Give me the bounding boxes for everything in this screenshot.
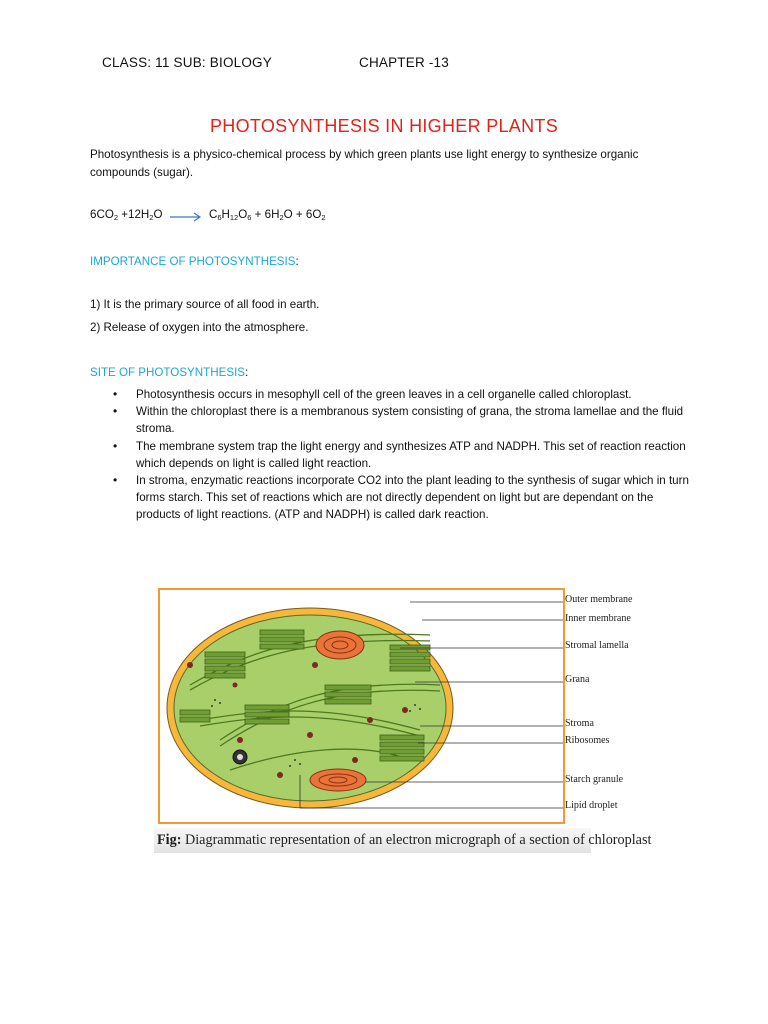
chloroplast-figure — [158, 588, 565, 824]
bullet-icon: • — [113, 473, 118, 488]
list-item — [113, 472, 693, 524]
bullet-icon: • — [113, 438, 118, 453]
list-item — [113, 438, 693, 472]
caption-text: Diagrammatic representation of an electron micrograph of a section of chloroplast — [181, 832, 652, 848]
importance-heading-text: IMPORTANCE OF PHOTOSYNTHESIS — [90, 255, 296, 268]
caption-prefix: Fig: — [157, 832, 182, 848]
importance-heading-colon: : — [295, 255, 299, 268]
eq-part: O + 6O — [283, 208, 322, 221]
chapter-label: CHAPTER -13 — [359, 55, 449, 70]
eq-part: O — [153, 208, 163, 221]
figure-label: Grana — [565, 674, 590, 685]
figure-label: Lipid droplet — [565, 800, 618, 811]
eq-part: C — [208, 208, 218, 221]
importance-item: 1) It is the primary source of all food in earth. — [90, 298, 320, 311]
figure-label: Stroma — [565, 718, 594, 729]
bullet-icon: • — [113, 387, 118, 401]
eq-part: + 6H — [251, 208, 280, 221]
site-heading-text: SITE OF PHOTOSYNTHESIS — [90, 366, 246, 379]
photosynthesis-equation — [90, 206, 326, 227]
reaction-arrow-icon — [169, 210, 203, 220]
eq-part: +12H — [118, 208, 150, 221]
eq-subscript: 12 — [229, 213, 239, 222]
site-heading-colon: : — [245, 366, 249, 379]
eq-part: 6CO — [90, 208, 114, 221]
figure-label: Ribosomes — [565, 735, 610, 746]
eq-subscript: 2 — [113, 213, 119, 222]
site-bullet-list — [113, 386, 693, 524]
bullet-text: Photosynthesis occurs in mesophyll cell of the green leaves in a cell organelle called chloroplast. — [136, 388, 632, 401]
site-heading — [90, 366, 248, 379]
importance-item: 2) Release of oxygen into the atmosphere. — [90, 321, 309, 334]
eq-part: H — [221, 208, 230, 221]
class-subject-label: CLASS: 11 SUB: BIOLOGY — [102, 55, 272, 70]
figure-caption — [154, 828, 652, 853]
bullet-text: In stroma, enzymatic reactions incorporate CO2 into the plant leading to the synthesis of sugar which in turn forms starch. This set of reactions which are not directly dependent on light but are dependant on the products of light reactions. (ATP and NADPH) is called dark reaction. — [136, 474, 689, 522]
eq-subscript: 2 — [321, 213, 326, 222]
eq-subscript: 6 — [247, 213, 252, 222]
figure-label: Starch granule — [565, 774, 624, 785]
chloroplast-diagram — [160, 590, 563, 822]
bullet-text: The membrane system trap the light energy and synthesizes ATP and NADPH. This set of reaction reaction which depends on light is called light reaction. — [136, 439, 686, 470]
eq-part: O — [238, 208, 248, 221]
list-item — [113, 403, 693, 437]
eq-subscript: 2 — [279, 213, 284, 222]
list-item — [113, 386, 693, 403]
figure-label: Stromal lamella — [565, 640, 629, 651]
importance-heading — [90, 255, 299, 268]
figure-label: Inner membrane — [565, 613, 631, 624]
intro-paragraph: Photosynthesis is a physico-chemical process by which green plants use light energy to synthesize organic compounds (sugar). — [90, 148, 639, 179]
eq-subscript: 6 — [217, 213, 222, 222]
page-title: PHOTOSYNTHESIS IN HIGHER PLANTS — [209, 116, 559, 136]
bullet-text: Within the chloroplast there is a membranous system consisting of grana, the stroma lamellae and the fluid stroma. — [136, 405, 684, 436]
eq-subscript: 2 — [149, 213, 154, 222]
bullet-icon: • — [113, 404, 118, 419]
figure-label: Outer membrane — [565, 594, 633, 605]
